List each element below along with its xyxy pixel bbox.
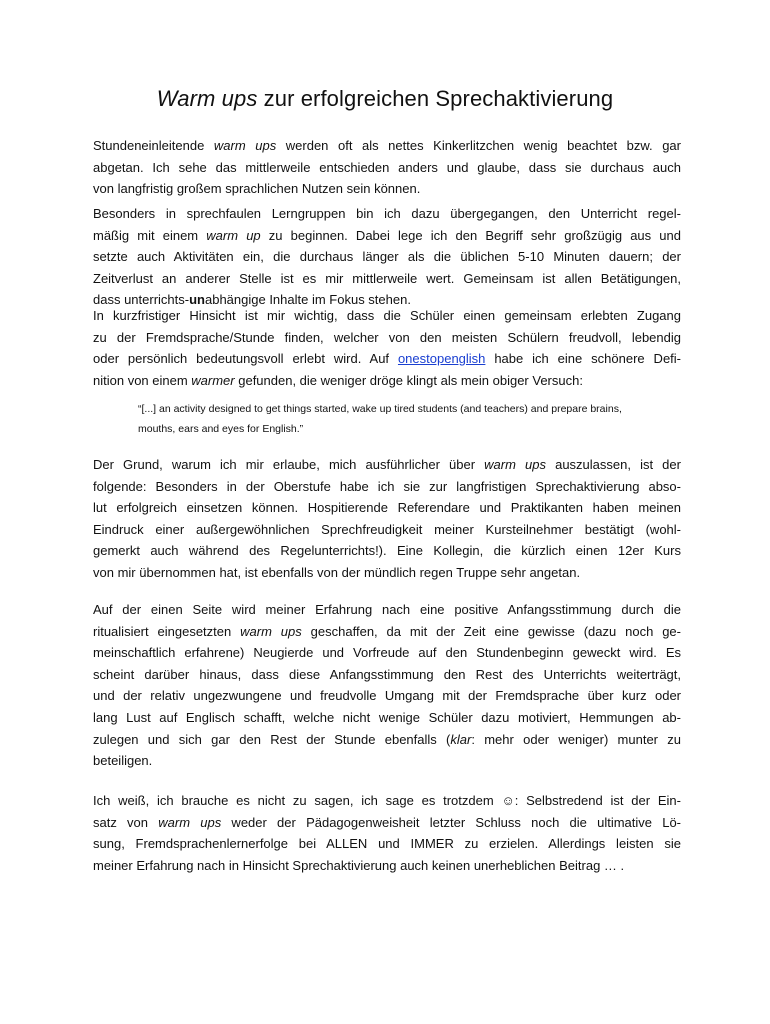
p5-line-6: lang Lust auf Englisch schafft, welche nicht wenige Schüler dazu motiviert, Hemmungen ab- bbox=[93, 709, 681, 725]
p5-italic: klar bbox=[450, 731, 472, 747]
paragraph-4 bbox=[93, 454, 681, 584]
p2-line-4: Zeitverlust an anderer Stelle ist es mir mittlerweile wert. Gemeinsam ist allen Betätigungen, bbox=[93, 270, 681, 286]
p3-text: gefunden, die weniger dröge klingt als mein obiger Versuch: bbox=[234, 372, 583, 388]
p6-italic: warm ups bbox=[158, 814, 222, 830]
p5-italic: warm ups bbox=[240, 623, 302, 639]
p4-italic: warm ups bbox=[484, 457, 546, 472]
p1-text: Stundeneinleitende bbox=[93, 138, 214, 153]
p2-line-1: Besonders in sprechfaulen Lerngruppen bin ich dazu übergegangen, den Unterricht regel- bbox=[93, 206, 681, 221]
p2-text: zu beginnen. Dabei lege ich den Begriff sehr großzügig aus und bbox=[260, 227, 681, 243]
p2-text: dass unterrichts- bbox=[93, 292, 190, 308]
p4-line-2: folgende: Besonders in der Oberstufe habe ich sie zur langfristigen Sprechaktivierung abso- bbox=[93, 478, 681, 494]
paragraph-5 bbox=[93, 599, 681, 772]
p2-italic: warm up bbox=[206, 227, 261, 243]
p1-line-1 bbox=[93, 135, 681, 157]
p6-line-1: Ich weiß, ich brauche es nicht zu sagen, ich sage es trotzdem ☺: Selbstredend ist der Ein- bbox=[93, 793, 681, 808]
p2-text: abhängige Inhalte im Fokus stehen. bbox=[204, 292, 411, 308]
p4-line-3: lut erfolgreich einsetzen können. Hospitierende Referendare und Praktikanten haben meinen bbox=[93, 500, 681, 516]
p6-text: weder der Pädagogenweisheit letzter Schluss noch die ultimative Lö- bbox=[221, 814, 682, 830]
title-italic: Warm ups bbox=[156, 86, 258, 111]
p4-line-1 bbox=[93, 454, 681, 476]
p6-line-4: meiner Erfahrung nach in Hinsicht Sprechaktivierung auch keinen unerheblichen Beitrag … . bbox=[93, 857, 625, 873]
p2-line-3: setzte auch Aktivitäten ein, die durchaus länger als die üblichen 5-10 Minuten dauern; der bbox=[93, 249, 681, 265]
p1-line-3: von langfristig großem sprachlichen Nutzen sein können. bbox=[93, 181, 421, 197]
p6-line-2 bbox=[93, 812, 681, 834]
p3-line-3 bbox=[93, 348, 681, 370]
paragraph-1 bbox=[93, 135, 681, 200]
p4-text: auszulassen, ist der bbox=[546, 457, 681, 472]
p4-text: Der Grund, warum ich mir erlaube, mich ausführlicher über bbox=[93, 457, 485, 472]
p6-line-3: sung, Fremdsprachenlernerfolge bei ALLEN und IMMER zu erzielen. Allerdings leisten sie bbox=[93, 836, 681, 852]
p1-text: werden oft als nettes Kinkerlitzchen wenig beachtet bzw. gar bbox=[276, 138, 681, 153]
p3-text: nition von einem bbox=[93, 372, 192, 388]
p5-line-2 bbox=[93, 621, 681, 643]
p2-bold: un bbox=[189, 292, 205, 308]
p5-line-5: und der relativ ungezwungene und freudvolle Umgang mit der Fremdsprache über kurz oder bbox=[93, 688, 681, 704]
p3-text: oder persönlich bedeutungsvoll erlebt wird. Auf bbox=[93, 351, 398, 367]
p3-line-2: zu der Fremdsprache/Stunde finden, welcher von den meisten Schülern freudvoll, lebendig bbox=[93, 329, 681, 345]
p5-text: ritualisiert eingesetzten bbox=[93, 623, 241, 639]
p5-line-8: beteiligen. bbox=[93, 753, 153, 769]
p4-line-4: Eindruck einer außergewöhnlichen Sprechfreudigkeit meiner Kursteilnehmer bestätigt (wohl- bbox=[93, 521, 681, 537]
p2-text: mäßig mit einem bbox=[93, 227, 207, 243]
blockquote bbox=[138, 400, 683, 439]
paragraph-3 bbox=[93, 305, 681, 391]
p1-italic: warm ups bbox=[213, 138, 277, 153]
title-rest: zur erfolgreichen Sprechaktivierung bbox=[257, 86, 614, 111]
quote-line-1: “[...] an activity designed to get things started, wake up tired students (and teachers) and prepare brains, bbox=[138, 403, 622, 415]
p3-italic: warmer bbox=[191, 372, 235, 388]
p4-line-6: von mir übernommen hat, ist ebenfalls von der mündlich regen Truppe sehr angetan. bbox=[93, 564, 581, 580]
paragraph-2 bbox=[93, 203, 681, 311]
p3-text: habe ich eine schönere Defi- bbox=[485, 351, 682, 367]
page-title bbox=[0, 86, 770, 112]
paragraph-6 bbox=[93, 790, 681, 876]
p5-text: : mehr oder weniger) munter zu bbox=[471, 731, 682, 747]
p2-line-2 bbox=[93, 225, 681, 247]
p5-line-7 bbox=[93, 729, 681, 751]
p1-line-2: abgetan. Ich sehe das mittlerweile entschieden anders und glaube, dass sie durchaus auch bbox=[93, 159, 681, 175]
p6-text: satz von bbox=[93, 814, 159, 830]
p5-line-4: scheint darüber hinaus, dass diese Anfangsstimmung den Rest des Unterrichts weiterträgt, bbox=[93, 666, 681, 682]
quote-line-2: mouths, ears and eyes for English.” bbox=[138, 422, 304, 435]
p5-text: geschaffen, da mit der Zeit eine gewisse (dazu noch ge- bbox=[301, 623, 681, 639]
onestopenglish-link[interactable]: onestopenglish bbox=[397, 351, 486, 367]
p5-text: zulegen und sich gar den Rest der Stunde ebenfalls ( bbox=[93, 731, 451, 747]
p3-line-1: In kurzfristiger Hinsicht ist mir wichtig, dass die Schüler einen gemeinsam erlebten Zugang bbox=[93, 308, 681, 323]
p4-line-5: gemerkt auch während des Regelunterrichts!). Eine Kollegin, die kürzlich einen 12er Kurs bbox=[93, 543, 681, 559]
p5-line-3: meinschaftlich erfahrene) Neugierde und Vorfreude auf den Stundenbeginn geweckt wird. Es bbox=[93, 645, 681, 661]
p3-line-4 bbox=[93, 370, 681, 392]
p5-line-1: Auf der einen Seite wird meiner Erfahrung nach eine positive Anfangsstimmung durch die bbox=[93, 602, 681, 617]
